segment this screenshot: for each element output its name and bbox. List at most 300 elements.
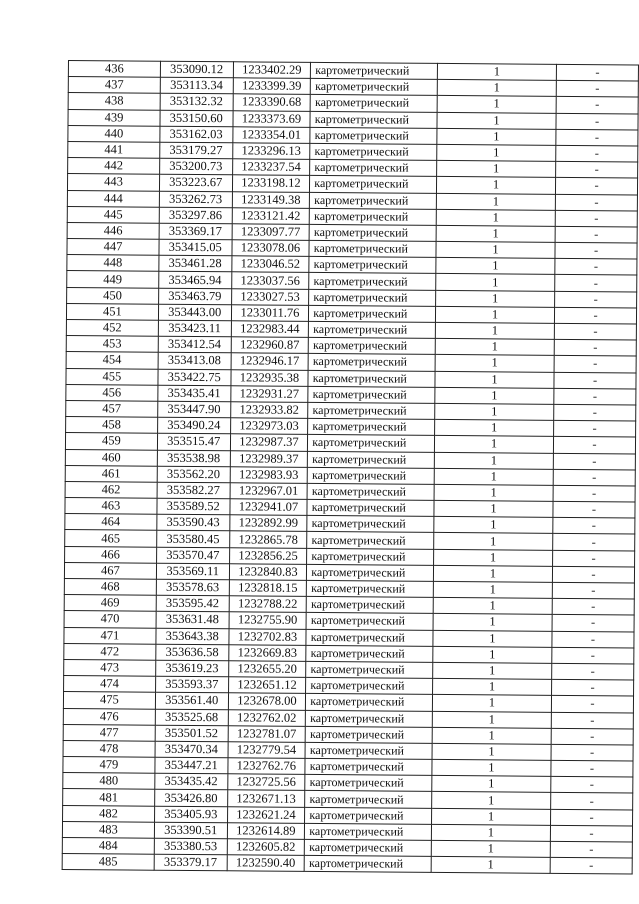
- accuracy-cell: 1: [436, 225, 555, 242]
- note-cell: -: [556, 178, 638, 195]
- point-number-cell: 475: [63, 692, 155, 709]
- note-cell: -: [551, 760, 633, 777]
- point-number-cell: 455: [66, 368, 158, 385]
- point-number-cell: 463: [65, 498, 157, 515]
- method-cell: картометрический: [308, 435, 435, 452]
- y-coordinate-cell: 1232678.00: [228, 693, 306, 710]
- note-cell: -: [552, 582, 634, 599]
- method-cell: картометрический: [311, 62, 438, 79]
- y-coordinate-cell: 1232987.37: [230, 434, 308, 451]
- note-cell: -: [551, 712, 633, 729]
- accuracy-cell: 1: [437, 80, 556, 97]
- point-number-cell: 458: [66, 417, 158, 434]
- y-coordinate-cell: 1232960.87: [231, 337, 309, 354]
- note-cell: -: [552, 679, 634, 696]
- x-coordinate-cell: 353369.17: [159, 223, 232, 240]
- point-number-cell: 468: [64, 578, 156, 595]
- y-coordinate-cell: 1232941.07: [230, 499, 308, 516]
- y-coordinate-cell: 1233121.42: [232, 207, 310, 224]
- x-coordinate-cell: 353435.41: [158, 385, 231, 402]
- note-cell: -: [554, 356, 636, 373]
- note-cell: -: [551, 793, 633, 810]
- y-coordinate-cell: 1233390.68: [233, 94, 311, 111]
- point-number-cell: 447: [67, 239, 159, 256]
- accuracy-cell: 1: [433, 581, 552, 598]
- y-coordinate-cell: 1233373.69: [233, 110, 311, 127]
- x-coordinate-cell: 353390.51: [154, 822, 227, 839]
- point-number-cell: 477: [63, 724, 155, 741]
- x-coordinate-cell: 353595.42: [156, 595, 229, 612]
- accuracy-cell: 1: [434, 436, 553, 453]
- method-cell: картометрический: [305, 807, 432, 824]
- note-cell: -: [554, 372, 636, 389]
- y-coordinate-cell: 1232614.89: [227, 823, 305, 840]
- method-cell: картометрический: [306, 710, 433, 727]
- y-coordinate-cell: 1232762.02: [228, 709, 306, 726]
- x-coordinate-cell: 353379.17: [154, 854, 227, 871]
- y-coordinate-cell: 1233399.39: [233, 78, 311, 95]
- accuracy-cell: 1: [431, 792, 550, 809]
- note-cell: -: [551, 777, 633, 794]
- accuracy-cell: 1: [432, 695, 551, 712]
- x-coordinate-cell: 353525.68: [155, 709, 228, 726]
- note-cell: -: [556, 129, 638, 146]
- accuracy-cell: 1: [436, 241, 555, 258]
- point-number-cell: 457: [66, 400, 158, 417]
- method-cell: картометрический: [309, 240, 436, 257]
- accuracy-cell: 1: [434, 533, 553, 550]
- accuracy-cell: 1: [432, 743, 551, 760]
- y-coordinate-cell: 1232973.03: [230, 418, 308, 435]
- x-coordinate-cell: 353412.54: [158, 336, 231, 353]
- point-number-cell: 483: [62, 821, 154, 838]
- method-cell: картометрический: [307, 532, 434, 549]
- accuracy-cell: 1: [436, 177, 555, 194]
- table-row: [62, 854, 632, 875]
- x-coordinate-cell: 353562.20: [157, 466, 230, 483]
- note-cell: -: [552, 647, 634, 664]
- note-cell: -: [555, 242, 637, 259]
- x-coordinate-cell: 353593.37: [155, 676, 228, 693]
- note-cell: -: [550, 841, 632, 858]
- y-coordinate-cell: 1233402.29: [233, 62, 311, 79]
- point-number-cell: 481: [63, 789, 155, 806]
- y-coordinate-cell: 1233046.52: [231, 256, 309, 273]
- point-number-cell: 453: [66, 336, 158, 353]
- accuracy-cell: 1: [434, 517, 553, 534]
- note-cell: -: [555, 291, 637, 308]
- note-cell: -: [553, 453, 635, 470]
- x-coordinate-cell: 353422.75: [158, 369, 231, 386]
- point-number-cell: 473: [64, 659, 156, 676]
- method-cell: картометрический: [307, 548, 434, 565]
- y-coordinate-cell: 1232779.54: [228, 742, 306, 759]
- x-coordinate-cell: 353515.47: [157, 434, 230, 451]
- accuracy-cell: 1: [436, 161, 555, 178]
- accuracy-cell: 1: [434, 452, 553, 469]
- method-cell: картометрический: [310, 208, 437, 225]
- note-cell: -: [555, 210, 637, 227]
- x-coordinate-cell: 353578.63: [156, 579, 229, 596]
- x-coordinate-cell: 353426.80: [155, 790, 228, 807]
- x-coordinate-cell: 353262.73: [159, 191, 232, 208]
- y-coordinate-cell: 1232788.22: [229, 596, 307, 613]
- note-cell: -: [555, 275, 637, 292]
- x-coordinate-cell: 353580.45: [157, 531, 230, 548]
- note-cell: -: [552, 599, 634, 616]
- accuracy-cell: 1: [432, 711, 551, 728]
- point-number-cell: 436: [68, 61, 160, 78]
- x-coordinate-cell: 353470.34: [155, 741, 228, 758]
- x-coordinate-cell: 353570.47: [156, 547, 229, 564]
- point-number-cell: 444: [67, 190, 159, 207]
- note-cell: -: [552, 631, 634, 648]
- note-cell: -: [556, 97, 638, 114]
- note-cell: -: [555, 194, 637, 211]
- point-number-cell: 464: [65, 514, 157, 531]
- x-coordinate-cell: 353223.67: [159, 175, 232, 192]
- method-cell: картометрический: [306, 661, 433, 678]
- x-coordinate-cell: 353465.94: [159, 272, 232, 289]
- accuracy-cell: 1: [432, 776, 551, 793]
- note-cell: -: [550, 858, 632, 875]
- accuracy-cell: 1: [436, 274, 555, 291]
- y-coordinate-cell: 1232989.37: [230, 450, 308, 467]
- note-cell: -: [554, 420, 636, 437]
- note-cell: -: [553, 534, 635, 551]
- y-coordinate-cell: 1233296.13: [232, 143, 310, 160]
- accuracy-cell: 1: [434, 484, 553, 501]
- point-number-cell: 440: [68, 125, 160, 142]
- accuracy-cell: 1: [435, 355, 554, 372]
- point-number-cell: 484: [62, 837, 154, 854]
- method-cell: картометрический: [307, 580, 434, 597]
- y-coordinate-cell: 1233027.53: [231, 288, 309, 305]
- accuracy-cell: 1: [436, 209, 555, 226]
- method-cell: картометрический: [306, 694, 433, 711]
- method-cell: картометрический: [305, 726, 432, 743]
- note-cell: -: [556, 145, 638, 162]
- accuracy-cell: 1: [435, 403, 554, 420]
- point-number-cell: 478: [63, 740, 155, 757]
- point-number-cell: 465: [65, 530, 157, 547]
- point-number-cell: 482: [63, 805, 155, 822]
- x-coordinate-cell: 353589.52: [157, 498, 230, 515]
- x-coordinate-cell: 353590.43: [157, 514, 230, 531]
- point-number-cell: 442: [68, 158, 160, 175]
- y-coordinate-cell: 1233149.38: [232, 191, 310, 208]
- point-number-cell: 470: [64, 611, 156, 628]
- note-cell: -: [552, 615, 634, 632]
- note-cell: -: [551, 809, 633, 826]
- note-cell: -: [552, 696, 634, 713]
- x-coordinate-cell: 353631.48: [156, 612, 229, 629]
- note-cell: -: [555, 307, 637, 324]
- y-coordinate-cell: 1233037.56: [231, 272, 309, 289]
- method-cell: картометрический: [308, 354, 435, 371]
- method-cell: картометрический: [306, 678, 433, 695]
- y-coordinate-cell: 1232856.25: [229, 547, 307, 564]
- y-coordinate-cell: 1232967.01: [230, 483, 308, 500]
- y-coordinate-cell: 1233354.01: [232, 127, 310, 144]
- x-coordinate-cell: 353435.42: [155, 773, 228, 790]
- method-cell: картометрический: [308, 386, 435, 403]
- accuracy-cell: 1: [436, 193, 555, 210]
- point-number-cell: 437: [68, 77, 160, 94]
- method-cell: картометрический: [308, 370, 435, 387]
- method-cell: картометрический: [307, 564, 434, 581]
- y-coordinate-cell: 1232983.44: [231, 321, 309, 338]
- point-number-cell: 476: [63, 708, 155, 725]
- note-cell: -: [556, 64, 638, 81]
- y-coordinate-cell: 1232931.27: [230, 386, 308, 403]
- accuracy-cell: 1: [433, 598, 552, 615]
- method-cell: картометрический: [305, 775, 432, 792]
- point-number-cell: 471: [64, 627, 156, 644]
- accuracy-cell: 1: [435, 387, 554, 404]
- note-cell: -: [555, 259, 637, 276]
- x-coordinate-cell: 353569.11: [156, 563, 229, 580]
- x-coordinate-cell: 353405.93: [154, 806, 227, 823]
- point-number-cell: 445: [67, 206, 159, 223]
- y-coordinate-cell: 1232651.12: [228, 677, 306, 694]
- point-number-cell: 452: [66, 319, 158, 336]
- method-cell: картометрический: [306, 629, 433, 646]
- x-coordinate-cell: 353582.27: [157, 482, 230, 499]
- accuracy-cell: 1: [437, 112, 556, 129]
- x-coordinate-cell: 353538.98: [157, 450, 230, 467]
- y-coordinate-cell: 1232781.07: [228, 725, 306, 742]
- accuracy-cell: 1: [433, 614, 552, 631]
- note-cell: -: [554, 388, 636, 405]
- method-cell: картометрический: [309, 321, 436, 338]
- accuracy-cell: 1: [431, 840, 550, 857]
- method-cell: картометрический: [310, 160, 437, 177]
- accuracy-cell: 1: [435, 306, 554, 323]
- y-coordinate-cell: 1232935.38: [231, 369, 309, 386]
- note-cell: -: [556, 81, 638, 98]
- x-coordinate-cell: 353447.21: [155, 757, 228, 774]
- method-cell: картометрический: [308, 402, 435, 419]
- y-coordinate-cell: 1233078.06: [232, 240, 310, 257]
- y-coordinate-cell: 1233097.77: [232, 224, 310, 241]
- x-coordinate-cell: 353643.38: [156, 628, 229, 645]
- method-cell: картометрический: [309, 289, 436, 306]
- y-coordinate-cell: 1233198.12: [232, 175, 310, 192]
- accuracy-cell: 1: [431, 857, 550, 874]
- method-cell: картометрический: [310, 127, 437, 144]
- accuracy-cell: 1: [435, 290, 554, 307]
- accuracy-cell: 1: [433, 646, 552, 663]
- accuracy-cell: 1: [431, 824, 550, 841]
- coordinates-table-body: [62, 61, 638, 875]
- x-coordinate-cell: 353463.79: [158, 288, 231, 305]
- note-cell: -: [554, 404, 636, 421]
- method-cell: картометрический: [308, 451, 435, 468]
- method-cell: картометрический: [305, 839, 432, 856]
- y-coordinate-cell: 1232655.20: [228, 661, 306, 678]
- point-number-cell: 479: [63, 757, 155, 774]
- method-cell: картометрический: [309, 224, 436, 241]
- accuracy-cell: 1: [434, 420, 553, 437]
- note-cell: -: [554, 323, 636, 340]
- x-coordinate-cell: 353413.08: [158, 353, 231, 370]
- note-cell: -: [553, 550, 635, 567]
- method-cell: картометрический: [305, 758, 432, 775]
- x-coordinate-cell: 353380.53: [154, 838, 227, 855]
- x-coordinate-cell: 353490.24: [157, 417, 230, 434]
- x-coordinate-cell: 353297.86: [159, 207, 232, 224]
- x-coordinate-cell: 353090.12: [160, 61, 233, 78]
- method-cell: картометрический: [307, 483, 434, 500]
- note-cell: -: [554, 437, 636, 454]
- y-coordinate-cell: 1232755.90: [229, 612, 307, 629]
- note-cell: -: [553, 469, 635, 486]
- y-coordinate-cell: 1232590.40: [227, 855, 305, 872]
- method-cell: картометрический: [310, 176, 437, 193]
- method-cell: картометрический: [309, 273, 436, 290]
- y-coordinate-cell: 1232818.15: [229, 580, 307, 597]
- point-number-cell: 456: [66, 384, 158, 401]
- point-number-cell: 469: [64, 595, 156, 612]
- accuracy-cell: 1: [433, 549, 552, 566]
- method-cell: картометрический: [305, 823, 432, 840]
- note-cell: -: [552, 663, 634, 680]
- point-number-cell: 460: [65, 449, 157, 466]
- y-coordinate-cell: 1232702.83: [228, 628, 306, 645]
- x-coordinate-cell: 353619.23: [156, 660, 229, 677]
- method-cell: картометрический: [310, 192, 437, 209]
- x-coordinate-cell: 353636.58: [156, 644, 229, 661]
- x-coordinate-cell: 353443.00: [158, 304, 231, 321]
- x-coordinate-cell: 353200.73: [159, 158, 232, 175]
- point-number-cell: 485: [62, 854, 154, 871]
- accuracy-cell: 1: [437, 128, 556, 145]
- point-number-cell: 443: [67, 174, 159, 191]
- method-cell: картометрический: [306, 645, 433, 662]
- x-coordinate-cell: 353561.40: [155, 693, 228, 710]
- x-coordinate-cell: 353423.11: [158, 320, 231, 337]
- accuracy-cell: 1: [437, 63, 556, 80]
- accuracy-cell: 1: [435, 371, 554, 388]
- note-cell: -: [551, 744, 633, 761]
- point-number-cell: 446: [67, 222, 159, 239]
- accuracy-cell: 1: [431, 808, 550, 825]
- point-number-cell: 448: [67, 255, 159, 272]
- accuracy-cell: 1: [437, 96, 556, 113]
- point-number-cell: 462: [65, 481, 157, 498]
- note-cell: -: [553, 518, 635, 535]
- method-cell: картометрический: [305, 791, 432, 808]
- accuracy-cell: 1: [435, 322, 554, 339]
- method-cell: картометрический: [310, 143, 437, 160]
- accuracy-cell: 1: [435, 339, 554, 356]
- y-coordinate-cell: 1232669.83: [228, 645, 306, 662]
- x-coordinate-cell: 353447.90: [158, 401, 231, 418]
- x-coordinate-cell: 353461.28: [159, 255, 232, 272]
- point-number-cell: 439: [68, 109, 160, 126]
- method-cell: картометрический: [308, 338, 435, 355]
- y-coordinate-cell: 1232933.82: [230, 402, 308, 419]
- accuracy-cell: 1: [434, 468, 553, 485]
- y-coordinate-cell: 1232865.78: [229, 531, 307, 548]
- x-coordinate-cell: 353501.52: [155, 725, 228, 742]
- x-coordinate-cell: 353179.27: [160, 142, 233, 159]
- x-coordinate-cell: 353415.05: [159, 239, 232, 256]
- y-coordinate-cell: 1233011.76: [231, 305, 309, 322]
- point-number-cell: 461: [65, 465, 157, 482]
- method-cell: картометрический: [306, 613, 433, 630]
- method-cell: картометрический: [307, 516, 434, 533]
- y-coordinate-cell: 1232762.76: [227, 758, 305, 775]
- method-cell: картометрический: [309, 257, 436, 274]
- y-coordinate-cell: 1232946.17: [231, 353, 309, 370]
- note-cell: -: [553, 501, 635, 518]
- point-number-cell: 480: [63, 773, 155, 790]
- accuracy-cell: 1: [432, 759, 551, 776]
- point-number-cell: 467: [64, 562, 156, 579]
- x-coordinate-cell: 353150.60: [160, 110, 233, 127]
- point-number-cell: 466: [65, 546, 157, 563]
- y-coordinate-cell: 1232983.93: [230, 466, 308, 483]
- accuracy-cell: 1: [437, 144, 556, 161]
- method-cell: картометрический: [308, 419, 435, 436]
- point-number-cell: 451: [66, 303, 158, 320]
- x-coordinate-cell: 353113.34: [160, 77, 233, 94]
- y-coordinate-cell: 1232892.99: [229, 515, 307, 532]
- point-number-cell: 454: [66, 352, 158, 369]
- y-coordinate-cell: 1233237.54: [232, 159, 310, 176]
- note-cell: -: [556, 161, 638, 178]
- note-cell: -: [553, 485, 635, 502]
- method-cell: картометрический: [304, 856, 431, 873]
- y-coordinate-cell: 1232671.13: [227, 790, 305, 807]
- y-coordinate-cell: 1232725.56: [227, 774, 305, 791]
- accuracy-cell: 1: [433, 662, 552, 679]
- note-cell: -: [554, 340, 636, 357]
- y-coordinate-cell: 1232840.83: [229, 564, 307, 581]
- accuracy-cell: 1: [433, 630, 552, 647]
- point-number-cell: 438: [68, 93, 160, 110]
- y-coordinate-cell: 1232621.24: [227, 806, 305, 823]
- point-number-cell: 441: [68, 141, 160, 158]
- method-cell: картометрический: [305, 742, 432, 759]
- note-cell: -: [551, 825, 633, 842]
- point-number-cell: 459: [65, 433, 157, 450]
- x-coordinate-cell: 353132.32: [160, 94, 233, 111]
- accuracy-cell: 1: [434, 500, 553, 517]
- method-cell: картометрический: [310, 95, 437, 112]
- method-cell: картометрический: [311, 79, 438, 96]
- x-coordinate-cell: 353162.03: [160, 126, 233, 143]
- point-number-cell: 450: [67, 287, 159, 304]
- accuracy-cell: 1: [432, 679, 551, 696]
- accuracy-cell: 1: [433, 565, 552, 582]
- note-cell: -: [553, 566, 635, 583]
- method-cell: картометрический: [307, 467, 434, 484]
- note-cell: -: [551, 728, 633, 745]
- method-cell: картометрический: [310, 111, 437, 128]
- coordinates-table: [62, 60, 639, 875]
- accuracy-cell: 1: [432, 727, 551, 744]
- method-cell: картометрический: [306, 597, 433, 614]
- note-cell: -: [555, 226, 637, 243]
- point-number-cell: 474: [64, 676, 156, 693]
- accuracy-cell: 1: [436, 258, 555, 275]
- method-cell: картометрический: [307, 499, 434, 516]
- point-number-cell: 472: [64, 643, 156, 660]
- point-number-cell: 449: [67, 271, 159, 288]
